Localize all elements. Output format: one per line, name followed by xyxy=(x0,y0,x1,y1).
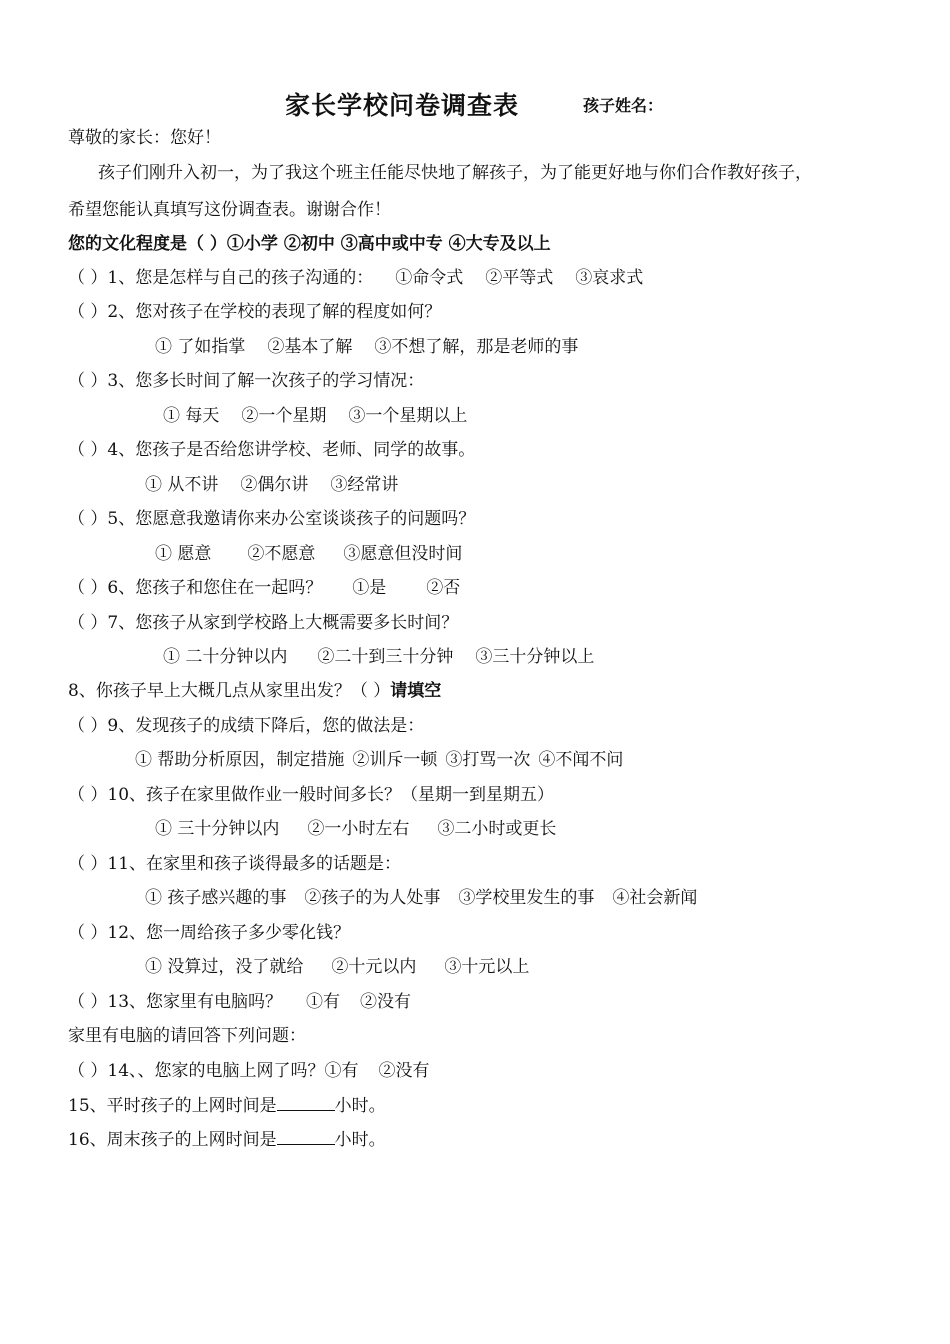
question-2-options xyxy=(155,336,578,358)
option: ① 孩子感兴趣的事 xyxy=(145,888,287,908)
answer-paren[interactable]: （ ） xyxy=(68,268,108,288)
question-text: 9、发现孩子的成绩下降后，您的做法是： xyxy=(107,716,425,736)
question-text: 6、您孩子和您住在一起吗？ xyxy=(107,578,323,598)
answer-paren[interactable]: （ ） xyxy=(68,1061,108,1081)
option: ①命令式 xyxy=(395,268,464,288)
question-text: 12、您一周给孩子多少零化钱？ xyxy=(107,923,351,943)
option: ① 帮助分析原因，制定措施 xyxy=(135,750,345,770)
option: ②没有 xyxy=(360,992,412,1012)
option: ②没有 xyxy=(378,1061,430,1081)
question-8 xyxy=(68,680,441,702)
option: ②基本了解 xyxy=(267,337,353,357)
answer-paren[interactable]: （ ） xyxy=(68,440,108,460)
answer-paren[interactable]: （ ） xyxy=(68,923,108,943)
question-text: 3、您多长时间了解一次孩子的学习情况： xyxy=(107,371,425,391)
question-text: 5、您愿意我邀请你来办公室谈谈孩子的问题吗？ xyxy=(107,509,476,529)
unit-text: 小时。 xyxy=(334,1130,386,1150)
question-1 xyxy=(68,267,643,289)
fill-blank[interactable] xyxy=(277,1130,335,1145)
option: ②二十到三十分钟 xyxy=(317,647,454,667)
option: ②一小时左右 xyxy=(307,819,410,839)
question-11 xyxy=(68,853,401,875)
answer-paren[interactable]: （ ） xyxy=(68,578,108,598)
question-text: 10、孩子在家里做作业一般时间多长？（星期一到星期五） xyxy=(107,785,555,805)
option: ③愿意但没时间 xyxy=(343,544,463,564)
option: ③学校里发生的事 xyxy=(458,888,595,908)
option: ③打骂一次 xyxy=(445,750,531,770)
answer-paren[interactable]: （ ） xyxy=(68,509,108,529)
answer-paren[interactable]: （ ） xyxy=(68,716,108,736)
fill-in-hint: 请填空 xyxy=(390,681,442,701)
option: ④社会新闻 xyxy=(612,888,698,908)
option: ②孩子的为人处事 xyxy=(304,888,441,908)
option: ③三十分钟以上 xyxy=(475,647,595,667)
option: ③十元以上 xyxy=(444,957,530,977)
unit-text: 小时。 xyxy=(334,1096,386,1116)
option: ① 每天 xyxy=(163,406,220,426)
question-10 xyxy=(68,784,554,806)
option: ① 从不讲 xyxy=(145,475,219,495)
page-title: 家长学校问卷调查表 xyxy=(285,91,520,120)
option: ③二小时或更长 xyxy=(437,819,557,839)
option: ① 没算过，没了就给 xyxy=(145,957,304,977)
question-7 xyxy=(68,612,458,634)
intro-line-2: 希望您能认真填写这份调查表。谢谢合作！ xyxy=(68,200,391,220)
question-text: 1、您是怎样与自己的孩子沟通的： xyxy=(107,268,374,288)
question-text: 11、在家里和孩子谈得最多的话题是： xyxy=(107,854,402,874)
answer-paren[interactable]: （ ） xyxy=(68,992,108,1012)
intro-line-1: 孩子们刚升入初一，为了我这个班主任能尽快地了解孩子，为了能更好地与你们合作教好孩子， xyxy=(98,163,812,183)
fill-blank[interactable] xyxy=(277,1096,335,1111)
question-text: 14、、您家的电脑上网了吗？①有 xyxy=(107,1061,359,1081)
question-text: 16、周末孩子的上网时间是 xyxy=(68,1130,277,1150)
question-12 xyxy=(68,922,350,944)
option: ③哀求式 xyxy=(575,268,644,288)
question-text: 15、平时孩子的上网时间是 xyxy=(68,1096,277,1116)
question-2 xyxy=(68,301,441,323)
question-text: 4、您孩子是否给您讲学校、老师、同学的故事。 xyxy=(107,440,476,460)
option: ③不想了解，那是老师的事 xyxy=(374,337,579,357)
question-4 xyxy=(68,439,475,461)
option: ① 愿意 xyxy=(155,544,212,564)
option: ① 了如指掌 xyxy=(155,337,246,357)
question-14 xyxy=(68,1060,430,1082)
option: ②不愿意 xyxy=(247,544,316,564)
child-name-label: 孩子姓名： xyxy=(583,96,664,115)
answer-paren[interactable]: （ ） xyxy=(68,613,108,633)
question-text: 2、您对孩子在学校的表现了解的程度如何？ xyxy=(107,302,442,322)
option: ②一个星期 xyxy=(241,406,327,426)
option: ①是 xyxy=(352,578,387,598)
question-13 xyxy=(68,991,411,1013)
question-3-options xyxy=(163,405,467,427)
option: ④不闻不问 xyxy=(538,750,624,770)
option: ②平等式 xyxy=(485,268,554,288)
answer-paren[interactable]: （ ） xyxy=(68,785,108,805)
question-9 xyxy=(68,715,424,737)
question-7-options xyxy=(163,646,594,668)
question-5 xyxy=(68,508,475,530)
option: ①有 xyxy=(306,992,341,1012)
question-3 xyxy=(68,370,424,392)
option: ③一个星期以上 xyxy=(348,406,468,426)
option: ②十元以内 xyxy=(331,957,417,977)
greeting: 尊敬的家长：您好！ xyxy=(68,128,221,148)
answer-paren[interactable]: （ ） xyxy=(68,302,108,322)
option: ②否 xyxy=(426,578,461,598)
question-5-options xyxy=(155,543,462,565)
question-9-options xyxy=(135,749,623,771)
option: ③经常讲 xyxy=(330,475,399,495)
option: ① 二十分钟以内 xyxy=(163,647,288,667)
computer-note: 家里有电脑的请回答下列问题： xyxy=(68,1026,306,1046)
answer-paren[interactable]: （ ） xyxy=(68,854,108,874)
question-text: 13、您家里有电脑吗？ xyxy=(107,992,283,1012)
question-12-options xyxy=(145,956,529,978)
option: ① 三十分钟以内 xyxy=(155,819,280,839)
answer-paren[interactable]: （ ） xyxy=(68,371,108,391)
question-11-options xyxy=(145,887,697,909)
education-question: 您的文化程度是（ ）①小学 ②初中 ③高中或中专 ④大专及以上 xyxy=(68,234,551,254)
question-15 xyxy=(68,1095,386,1117)
question-16 xyxy=(68,1129,386,1151)
option: ②偶尔讲 xyxy=(240,475,309,495)
question-10-options xyxy=(155,818,556,840)
option: ②训斥一顿 xyxy=(352,750,438,770)
question-text: 7、您孩子从家到学校路上大概需要多长时间？ xyxy=(107,613,459,633)
question-text[interactable]: 8、你孩子早上大概几点从家里出发？（ ） xyxy=(68,681,391,701)
question-4-options xyxy=(145,474,398,496)
question-6 xyxy=(68,577,460,599)
